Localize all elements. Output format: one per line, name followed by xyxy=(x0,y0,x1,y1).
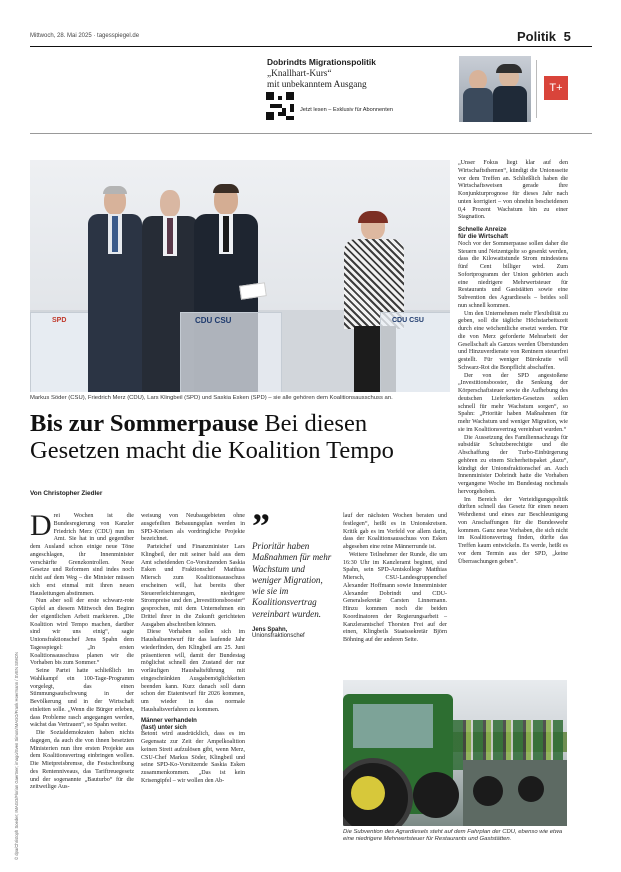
teaser-title: Dobrindts Migrationspolitik xyxy=(267,57,376,67)
col5-paragraph-6: Im Bereich der Verteidigungspolitik dürften schnell das Gesetz für einen neuen Wehrdienst und eines zur Beschleunigung von Anschaffungen für die Bundeswehr kommen. Ganz neue Vorhaben, die sich nicht im Koalitionsvertrag finden, dürfte das Treffen kaum entwickeln. Es werde, heißt es vor dem Termin aus der SPD, „keine Überraschungen geben“. xyxy=(458,496,568,565)
teaser-subtitle-2: mit unbekanntem Ausgang xyxy=(267,80,367,90)
quote-author: Jens Spahn, xyxy=(252,627,288,634)
lectern-label-left: SPD xyxy=(52,317,67,324)
tractor-caption: Die Subvention des Agrardiesels steht auf dem Fahrplan der CDU, ebenso wie etwa eine niedrigere Mehrwertsteuer für Restaurants und Gaststätten. xyxy=(343,829,563,842)
article-column-2 xyxy=(141,513,245,786)
lectern-label-center: CDU CSU xyxy=(195,316,232,325)
col2-subheading-line-1: Männer verhandeln xyxy=(141,716,197,724)
headline xyxy=(30,410,470,464)
section-name: Politik xyxy=(517,29,557,44)
section-header xyxy=(517,29,571,44)
photo-caption: Markus Söder (CSU), Friedrich Merz (CDU), Lars Klingbeil (SPD) und Saskia Esken (SPD) – sie alle gehören dem Koalitionsausschuss an. xyxy=(30,395,393,401)
tplus-badge[interactable]: T+ xyxy=(544,76,568,100)
lectern-label-right: CDU CSU xyxy=(392,317,424,324)
byline: Von Christopher Ziedler xyxy=(30,490,103,497)
photo-credit: © dpa/Christoph Soeder; IMAGO/Florian Gaertner; imago/Sven Simon/IMAGO/Frank Hoermann / SVEN SIMON xyxy=(14,652,19,860)
col4-paragraph-1: lauf der nächsten Wochen beraten und festlegen“, heißt es in Unionskreisen. Kritik gab es im Vorfeld vor allem darin, dass der Koalitionsausschuss von Esken abgesehen eine reine Männerrunde ist. xyxy=(343,513,447,550)
teaser-subtitle-1: „Knallhart-Kurs“ xyxy=(267,69,332,79)
col2-paragraph-1: weisung von Neubaugebieten ohne ausgefeilten Bebauungsplan werden in SPD-Kreisen als vordringliche Projekte bezeichnet. xyxy=(141,513,245,543)
quote-text: Prioritär haben Maßnahmen für mehr Wachstum und weniger Migration, wie sie im Koalitionsvertrag vereinbart wurden. xyxy=(252,541,332,619)
teaser-box[interactable] xyxy=(264,52,594,128)
col2-subheading xyxy=(141,717,245,732)
article-column-1 xyxy=(30,509,134,792)
headline-line-2: Gesetzen macht die Koalition Tempo xyxy=(30,437,394,464)
teaser-photo xyxy=(459,56,531,122)
pull-quote xyxy=(252,506,336,640)
col2-paragraph-4: Betont wird ausdrücklich, dass es im Gegensatz zur Zeit der Ampelkoalition keinen Streit aufzulösen gibt, wenn Merz, CSU-Chef Markus Söder, Klingbeil und seine SPD-Ko-Vorsitzende Saskia Esken zusammenkommen. „Das ist kein Krisengipfel – wir wollen den Ab- xyxy=(141,731,245,784)
col1-paragraph-1: rei Wochen ist die Bundesregierung von Kanzler Friedrich Merz (CDU) nun im Amt. Sie hat in und gegenüber dem Ausland schon einige neue Töne angeschlagen, ihr Innenminister verschärfte Grenzkontrollen. Neue Gesetze und Reformen sind indes noch nicht auf dem Weg – die Minister müssen sich erst einmal mit ihren neuen Hausleitungen abstimmen. xyxy=(30,513,134,597)
col5-paragraph-5: Die Aussetzung des Familiennachzugs für subsidiär Schutzberechtigte und die Abschaffung der Turbo-Einbürgerung gehören zu einem Sicherheitspaket „dazu“, kündigt der Unionsfraktionschef an. Auch Innenminister Dobrindt hatte die Vorhaben vergangene Woche im Bundestag nochmals hervorgehoben. xyxy=(458,434,568,495)
col1-paragraph-4: Die Sozialdemokraten haben nichts dagegen, da auch die von ihnen besetzten Ministerien nun ihre ersten Projekte aus dem Koalitionsvertrag einbringen wollen. Die Mietpreisbremse, die Festschreibung des Rentenniveaus, das Tariftreuegesetz und der sogenannte „Bauturbo“ für die zeitweilige Aus- xyxy=(30,730,134,791)
quote-role: Unionsfraktionschef xyxy=(252,633,305,640)
col4-paragraph-2: Weitere Teilnehmer der Runde, die um 16:30 Uhr im Kanzleramt beginnt, sind Spahn, sein SPD-Amtskollege Matthias Miersch, CSU-Landesgruppenchef Alexander Hoffmann sowie Innenminister Alexander Dobrindt und CDU-Generalsekretär Carsten Linnemann. Hinzu kommen noch die beiden Koordinatoren der Regierungsarbeit – Kanzleramtschef Thorsten Frei auf der einen, Klingbeils Staatssekretär Björn Böhning auf der anderen Seite. xyxy=(343,551,447,643)
headline-bold: Bis zur Sommerpause xyxy=(30,410,259,437)
person-soeder xyxy=(84,188,144,392)
main-photo xyxy=(30,160,450,392)
article-column-4 xyxy=(343,513,447,645)
col2-paragraph-2: Parteichef und Finanzminister Lars Klingbeil, der mit seiner bald aus dem Amt scheidenden Co-Vorsitzenden Saskia Esken und Fraktionschef Matthias Miersch zum Koalitionsausschuss erscheinen will, hat bereits über Steuererleichterungen, niedrigere Strompreise und den „Investitionsbooster“ gesprochen, mit dem Unternehmen ein Drittel ihrer in die Zukunft gerichteten Ausgaben abschreiben können. xyxy=(141,544,245,628)
quote-mark: ” xyxy=(252,506,270,546)
drop-cap: D xyxy=(30,509,52,542)
masthead-date: Mittwoch, 28. Mai 2025 · tagesspiegel.de xyxy=(30,33,140,39)
teaser-cta[interactable]: Jetzt lesen – Exklusiv für Abonnenten xyxy=(300,107,393,113)
col5-paragraph-3: Um den Unternehmen mehr Flexibilität zu geben, soll die tägliche Höchstarbeitszeit durch eine wöchentliche ersetzt werden. Für die von Merz geforderte Mehrarbeit der Gesellschaft als Ganzes werden Überstunden und Hinzuverdienste von Rentnern steuerfrei gestellt. Für weniger Bürokratie will Schwarz-Rot die Bonpflicht abschaffen. xyxy=(458,310,568,371)
col5-subheading xyxy=(458,226,568,241)
col5-subheading-line-2: für die Wirtschaft xyxy=(458,233,509,241)
headline-rest-1: Bei diesen xyxy=(264,410,368,437)
col5-paragraph-4: Der von der SPD angestoßene „Investitionsbooster, die Senkung der Körperschaftsteuer sowie die Aufhebung des deutschen Lieferketten-Gesetzes sollen schnell für mehr Wachstum sorgen“, so Spahn: „Prioritär haben Maßnahmen für mehr Wachstum und weniger Migration, wie sie im Koalitionsvertrag vereinbart wurden.“ xyxy=(458,372,568,433)
teaser-divider xyxy=(536,60,537,118)
col5-subheading-line-1: Schnelle Anreize xyxy=(458,226,507,233)
col2-paragraph-3: Diese Vorhaben sollen sich im Haushaltsentwurf für das laufende Jahr wiederfinden, den Klingbeil am 25. Juni präsentieren will, damit der Bundestag möglichst schnell den Zustand der nur vorläufigen Haushaltsführung mit eingeschränkten Ausgabemöglichkeiten beenden kann. Kurz danach soll dann schon der Etatentwurf für 2026 kommen, um wieder in das normale Haushaltsverfahren zu kommen. xyxy=(141,629,245,713)
col2-subheading-line-2: (fast) unter sich xyxy=(141,723,187,731)
col5-paragraph-1: „Unser Fokus liegt klar auf den Wirtschaftsthemen“, kündigt die Unionsseite vor dem Treffen an. Schließlich haben die Wirtschaftsweisen gerade ihre Konjunkturprognose für dieses Jahr nach unten korrigiert – von ohnehin bescheidenen 0,4 Prozent Wachstum hin zu einer Stagnation. xyxy=(458,160,568,221)
col1-paragraph-3: Seine Partei hatte schließlich im Wahlkampf ein 100-Tage-Programm vorgelegt, das einen Stimmungsaufschwung in der Bevölkerung und in der Wirtschaft einleiten solle. „Wenn die Bürger erleben, dass Probleme rasch angegangen werden, wächst das Vertrauen“, so Spahn weiter. xyxy=(30,668,134,729)
page-number: 5 xyxy=(563,29,571,44)
masthead-rule xyxy=(30,46,592,47)
article-column-5 xyxy=(458,160,568,566)
col1-paragraph-2: Nun aber soll der erste schwarz-rote Gipfel an diesem Mittwoch den Beginn der eigentlichen Arbeit markieren. „Die Koalition wird Tempo machen, darüber sind wir uns einig“, sagte Unionsfraktionschef Jens Spahn dem Tagesspiegel: „In ersten Koalitionsausschuss planen wir die Vorhaben bis zum Sommer.“ xyxy=(30,598,134,667)
teaser-rule xyxy=(30,133,592,134)
col5-paragraph-2: Noch vor der Sommerpause sollen daher die Steuern und Netzentgelte so gesenkt werden, dass die Kilowattstunde Strom mindestens fünf Cent billiger wird. Zum Sofortprogramm der Union gehörten auch eine niedrigere Mehrwertsteuer für Restaurants und Gaststätten sowie eine Subvention des Agrardiesels – beides soll nun schnell kommen. xyxy=(458,240,568,309)
tractor-photo xyxy=(343,680,567,826)
qr-code-icon[interactable] xyxy=(266,92,294,120)
